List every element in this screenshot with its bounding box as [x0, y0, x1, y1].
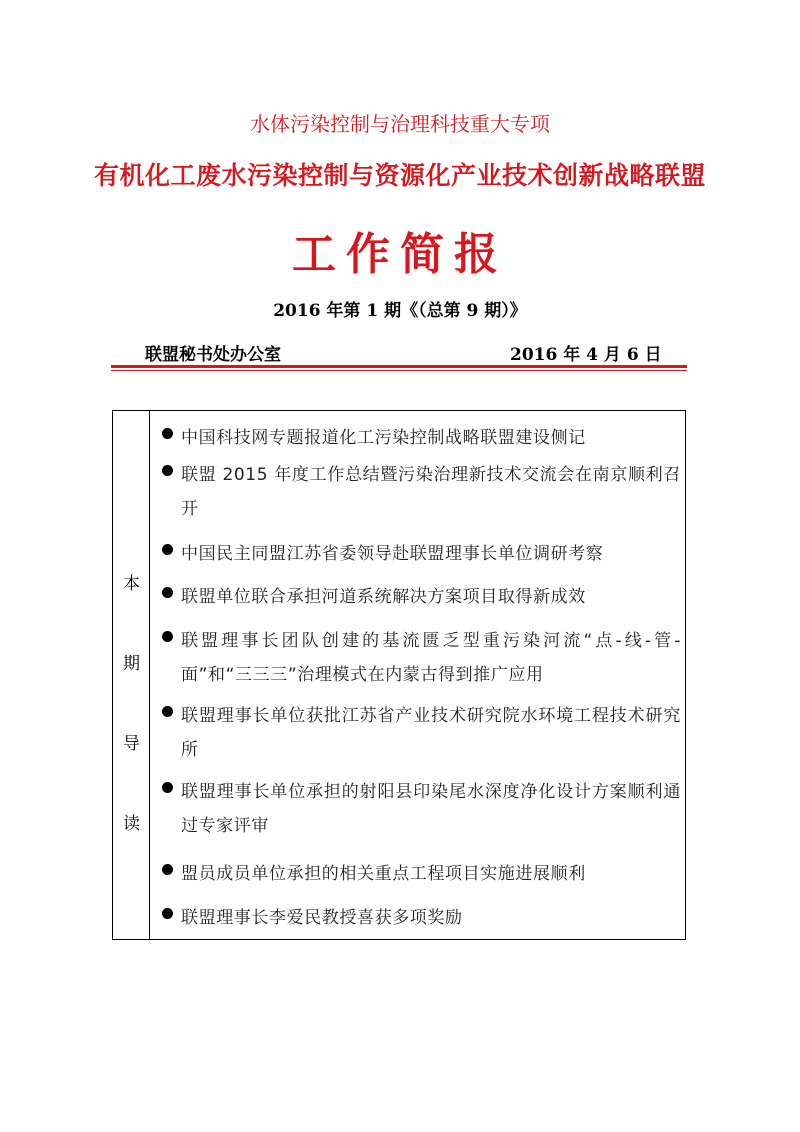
toc-item-text: 联盟理事长团队创建的基流匮乏型重污染河流“点-线-管-面”和“三三三”治理模式在内蒙古得到推广应用: [181, 631, 681, 685]
bullet-icon: [162, 864, 173, 875]
toc-item: [159, 421, 681, 455]
bullet-icon: [162, 465, 173, 476]
bullet-icon: [162, 587, 173, 598]
bullet-icon: [162, 544, 173, 555]
toc-label-char: 本: [123, 574, 140, 594]
toc-item-text: 联盟单位联合承担河道系统解决方案项目取得新成效: [181, 587, 586, 607]
toc-item: [159, 775, 681, 843]
bullet-icon: [162, 428, 173, 439]
toc-item-text: 中国民主同盟江苏省委领导赴联盟理事长单位调研考察: [181, 544, 604, 564]
toc-item: [159, 624, 681, 692]
bullet-icon: [162, 908, 173, 919]
bullet-icon: [162, 706, 173, 717]
toc-item: [159, 901, 681, 935]
issuing-office: 联盟秘书处办公室: [145, 345, 281, 365]
toc-label-char: 导: [123, 734, 140, 754]
toc-item-text: 盟员成员单位承担的相关重点工程项目实施进展顺利: [181, 864, 586, 884]
bullet-icon: [162, 782, 173, 793]
table-of-contents: [112, 410, 686, 940]
brief-title: 工作简报: [292, 229, 508, 280]
toc-item: [159, 857, 681, 891]
toc-item: [159, 458, 681, 526]
header-rule-thick: [111, 365, 687, 368]
toc-label-column: [113, 411, 150, 939]
toc-item-text: 联盟理事长李爱民教授喜获多项奖励: [181, 908, 463, 928]
project-title: 水体污染控制与治理科技重大专项: [250, 112, 550, 136]
toc-label-char: 期: [123, 654, 140, 674]
header-rule-thin: [111, 370, 687, 371]
toc-item: [159, 537, 681, 571]
issue-number: 2016 年第 1 期《（总第 9 期）》: [273, 301, 527, 321]
issue-date: 2016 年 4 月 6 日: [510, 345, 662, 365]
toc-item: [159, 580, 681, 614]
toc-item-text: 联盟理事长单位获批江苏省产业技术研究院水环境工程技术研究所: [181, 706, 681, 760]
alliance-name: 有机化工废水污染控制与资源化产业技术创新战略联盟: [93, 161, 706, 190]
toc-item-text: 联盟 2015 年度工作总结暨污染治理新技术交流会在南京顺利召开: [181, 465, 681, 519]
toc-label-char: 读: [123, 814, 140, 834]
toc-item-text: 联盟理事长单位承担的射阳县印染尾水深度净化设计方案顺利通过专家评审: [181, 782, 681, 836]
toc-item: [159, 699, 681, 767]
toc-item-text: 中国科技网专题报道化工污染控制战略联盟建设侧记: [181, 428, 586, 448]
bullet-icon: [162, 631, 173, 642]
